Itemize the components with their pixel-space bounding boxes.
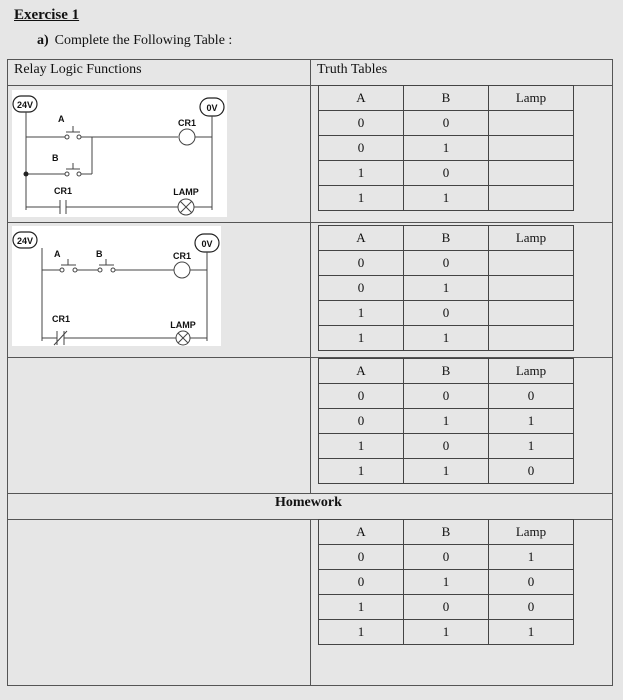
table-row [319, 384, 574, 409]
row-divider-3 [7, 493, 613, 494]
contact-b-label: B [52, 153, 59, 163]
cell-lamp[interactable] [489, 136, 574, 161]
truth-table-2 [318, 225, 574, 351]
table-row [319, 276, 574, 301]
nc-contact-label: CR1 [52, 314, 71, 324]
table-row [319, 409, 574, 434]
table-row [319, 186, 574, 211]
table-header-row [319, 520, 574, 545]
cell-lamp[interactable] [489, 276, 574, 301]
table-row [319, 434, 574, 459]
row-divider-1 [7, 222, 613, 223]
ladder-diagram-2 [12, 226, 221, 346]
cell-a: 1 [319, 326, 404, 351]
cell-b: 1 [404, 326, 489, 351]
table-row [319, 326, 574, 351]
table-row [319, 111, 574, 136]
cell-lamp: 1 [489, 620, 574, 645]
contact-terminal [65, 135, 69, 139]
relay-diagram-2 [12, 226, 221, 346]
cell-a: 0 [319, 570, 404, 595]
table-row [319, 136, 574, 161]
contact-a-label: A [54, 249, 61, 259]
contact-terminal [98, 268, 102, 272]
cell-a: 1 [319, 459, 404, 484]
cell-lamp[interactable] [489, 111, 574, 136]
homework-label: Homework [275, 495, 342, 510]
cell-b: 0 [404, 301, 489, 326]
column-divider-lower [310, 519, 311, 686]
cell-b: 0 [404, 384, 489, 409]
contact-terminal [77, 135, 81, 139]
cell-b: 0 [404, 161, 489, 186]
lamp-label: LAMP [170, 320, 196, 330]
cell-lamp: 1 [489, 409, 574, 434]
table-row [319, 459, 574, 484]
col-header-lamp: Lamp [489, 359, 574, 384]
cell-a: 1 [319, 161, 404, 186]
col-header-lamp: Lamp [489, 226, 574, 251]
header-relay-logic: Relay Logic Functions [14, 62, 142, 77]
cell-b: 1 [404, 459, 489, 484]
cell-lamp[interactable] [489, 326, 574, 351]
truth-table-1 [318, 85, 574, 211]
table-row [319, 595, 574, 620]
cell-lamp: 0 [489, 595, 574, 620]
contact-terminal [111, 268, 115, 272]
instruction-label: a) [37, 33, 49, 48]
cell-a: 1 [319, 186, 404, 211]
instruction-text: Complete the Following Table : [54, 33, 233, 48]
col-header-lamp: Lamp [489, 520, 574, 545]
col-header-a: A [319, 226, 404, 251]
col-header-a: A [319, 86, 404, 111]
contact-terminal [60, 268, 64, 272]
table-row [319, 570, 574, 595]
cell-a: 1 [319, 301, 404, 326]
cell-lamp[interactable] [489, 251, 574, 276]
supply-label: 24V [16, 236, 34, 246]
seal-contact-label: CR1 [54, 186, 73, 196]
cell-lamp[interactable] [489, 301, 574, 326]
col-header-b: B [404, 520, 489, 545]
cell-b: 1 [404, 409, 489, 434]
table-row [319, 545, 574, 570]
cell-lamp[interactable] [489, 161, 574, 186]
ground-label: 0V [206, 103, 218, 113]
cell-b: 1 [404, 620, 489, 645]
contact-a-label: A [58, 114, 65, 124]
table-header-row [319, 86, 574, 111]
instruction [37, 33, 232, 49]
table-header-row [319, 226, 574, 251]
contact-terminal [73, 268, 77, 272]
table-row [319, 251, 574, 276]
contact-terminal [77, 172, 81, 176]
coil-label: CR1 [177, 118, 197, 128]
cell-b: 1 [404, 276, 489, 301]
cell-b: 0 [404, 434, 489, 459]
col-header-a: A [319, 359, 404, 384]
cell-a: 0 [319, 111, 404, 136]
cell-lamp: 0 [489, 459, 574, 484]
coil-icon [179, 129, 195, 145]
cell-lamp: 1 [489, 434, 574, 459]
supply-label: 24V [16, 100, 34, 110]
cell-a: 1 [319, 620, 404, 645]
cell-b: 1 [404, 186, 489, 211]
col-header-b: B [404, 359, 489, 384]
cell-b: 0 [404, 545, 489, 570]
cell-b: 0 [404, 111, 489, 136]
cell-b: 1 [404, 136, 489, 161]
truth-table-homework [318, 519, 574, 645]
truth-table-3 [318, 358, 574, 484]
col-header-b: B [404, 226, 489, 251]
cell-lamp: 0 [489, 384, 574, 409]
table-row [319, 620, 574, 645]
coil-label: CR1 [172, 251, 192, 261]
lamp-label: LAMP [173, 187, 199, 197]
relay-diagram-1 [12, 90, 227, 217]
cell-a: 0 [319, 384, 404, 409]
col-header-b: B [404, 86, 489, 111]
header-truth-tables: Truth Tables [317, 62, 388, 77]
ground-label: 0V [201, 239, 213, 249]
cell-lamp: 1 [489, 545, 574, 570]
col-header-lamp: Lamp [489, 86, 574, 111]
table-header-row [319, 359, 574, 384]
exercise-title: Exercise 1 [14, 7, 80, 23]
contact-terminal [65, 172, 69, 176]
contact-b-label: B [96, 249, 103, 259]
cell-lamp[interactable] [489, 186, 574, 211]
table-row [319, 161, 574, 186]
junction-dot [24, 172, 29, 177]
col-header-a: A [319, 520, 404, 545]
cell-a: 0 [319, 276, 404, 301]
cell-b: 1 [404, 570, 489, 595]
cell-a: 1 [319, 595, 404, 620]
cell-a: 1 [319, 434, 404, 459]
table-row [319, 301, 574, 326]
cell-a: 0 [319, 136, 404, 161]
cell-lamp: 0 [489, 570, 574, 595]
ladder-diagram-1 [12, 90, 227, 217]
column-divider [310, 59, 311, 493]
cell-b: 0 [404, 251, 489, 276]
cell-a: 0 [319, 545, 404, 570]
cell-a: 0 [319, 251, 404, 276]
cell-a: 0 [319, 409, 404, 434]
coil-icon [174, 262, 190, 278]
cell-b: 0 [404, 595, 489, 620]
